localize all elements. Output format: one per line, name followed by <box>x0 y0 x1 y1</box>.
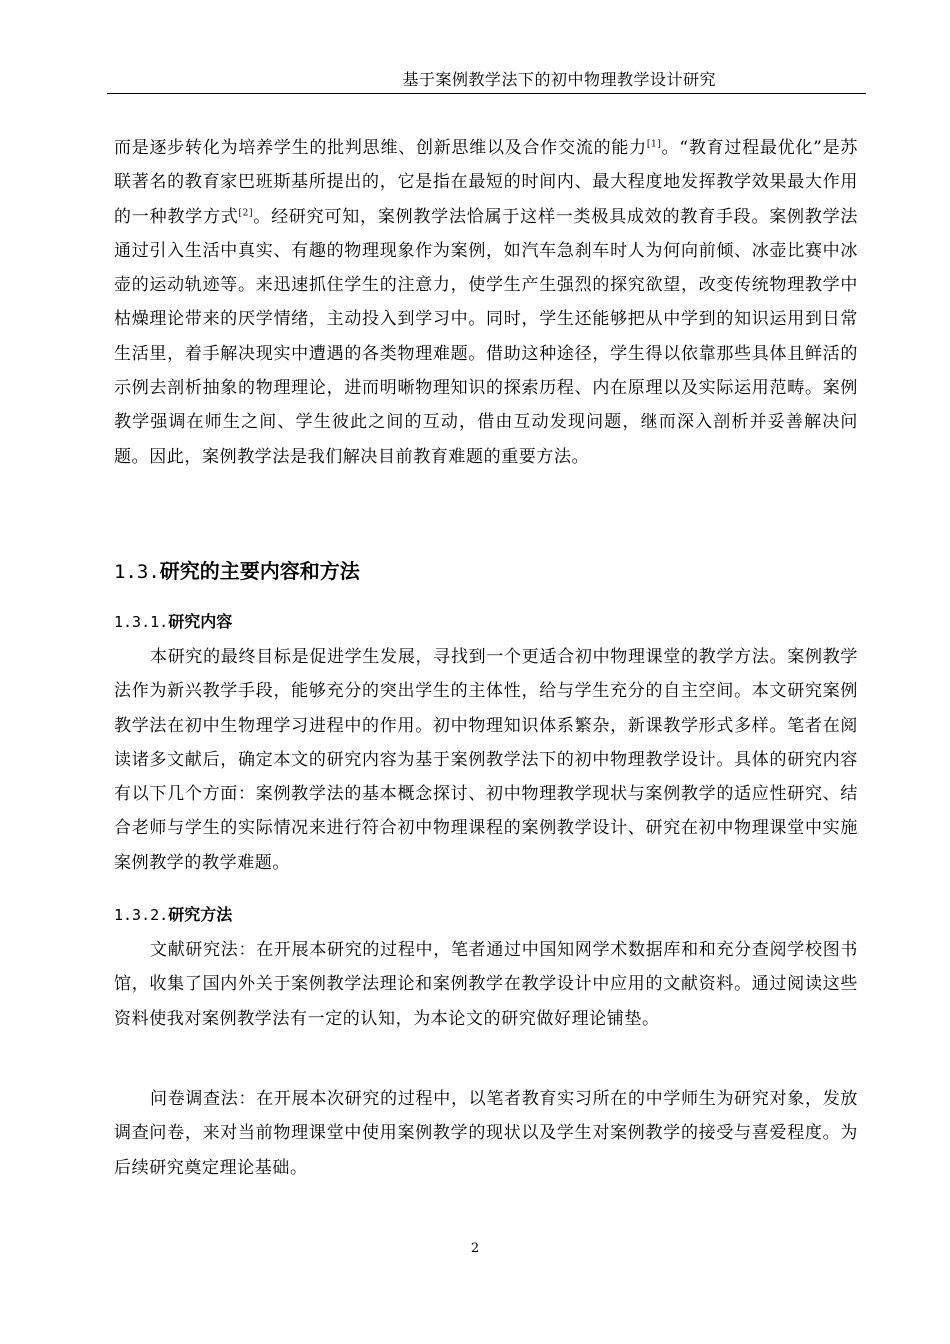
section-heading-1-3 <box>114 556 360 587</box>
literature-method-block <box>114 933 858 1036</box>
subsection-title: 研究方法 <box>168 905 233 924</box>
literature-method-paragraph: 文献研究法：在开展本研究的过程中，笔者通过中国知网学术数据库和和充分查阅学校图书馆，收集了国内外关于案例教学法理论和案例教学在教学设计中应用的文献资料。通过阅读这些资料使我对案例教学法有一定的认知，为本论文的研究做好理论铺垫。 <box>114 940 858 1029</box>
section-number: 1.3. <box>114 561 160 583</box>
subsection-title: 研究内容 <box>168 612 233 631</box>
subsection-number: 1.3.2. <box>114 906 169 924</box>
intro-text-part1: 而是逐步转化为培养学生的批判思维、创新思维以及合作交流的能力 <box>114 138 647 158</box>
citation-ref-1: [1] <box>646 139 662 150</box>
section-title: 研究的主要内容和方法 <box>159 559 360 583</box>
running-header-title: 基于案例教学法下的初中物理教学设计研究 <box>402 70 716 89</box>
intro-text-part2: 。“教育过程最优化”是苏联著名的教育家巴班斯基所提出的，它是指在最短的时间内、最大程度地发挥教学效果最大作用的一种教学方式 <box>114 138 858 227</box>
page-number: 2 <box>470 1241 480 1256</box>
header-divider <box>107 93 866 94</box>
subsection-number: 1.3.1. <box>114 613 169 631</box>
intro-text-part3: 。经研究可知，案例教学法恰属于这样一类极具成效的教育手段。案例教学法通过引入生活中真实、有趣的物理现象作为案例，如汽车急刹车时人为何向前倾、冰壶比赛中冰壶的运动轨迹等。来迅速抓住学生的注意力，使学生产生强烈的探究欲望，改变传统物理教学中枯燥理论带来的厌学情绪，主动投入到学习中。同时，学生还能够把从中学到的知识运用到日常生活里，着手解决现实中遭遇的各类物理难题。借助这种途径，学生得以依靠那些具体且鲜活的示例去剖析抽象的物理理论，进而明晰物理知识的探索历程、内在原理以及实际运用范畴。案例教学强调在师生之间、学生彼此之间的互动，借由互动发现问题，继而深入剖析并妥善解决问题。因此，案例教学法是我们解决目前教育难题的重要方法。 <box>114 206 858 467</box>
survey-method-block <box>114 1082 858 1185</box>
subsection-heading-1-3-1 <box>114 610 232 634</box>
citation-ref-2: [2] <box>238 207 254 218</box>
intro-paragraph-block <box>114 131 858 474</box>
intro-paragraph <box>114 131 858 474</box>
survey-method-paragraph: 问卷调查法：在开展本次研究的过程中，以笔者教育实习所在的中学师生为研究对象，发放调查问卷，来对当前物理课堂中使用案例教学的现状以及学生对案例教学的接受与喜爱程度。为后续研究奠定理论基础。 <box>114 1089 858 1178</box>
subsection-heading-1-3-2 <box>114 903 232 927</box>
research-content-paragraph: 本研究的最终目标是促进学生发展，寻找到一个更适合初中物理课堂的教学方法。案例教学法作为新兴教学手段，能够充分的突出学生的主体性，给与学生充分的自主空间。本文研究案例教学法在初中生物理学习进程中的作用。初中物理知识体系繁杂，新课教学形式多样。笔者在阅读诸多文献后，确定本文的研究内容为基于案例教学法下的初中物理教学设计。具体的研究内容有以下几个方面：案例教学法的基本概念探讨、初中物理教学现状与案例教学的适应性研究、结合老师与学生的实际情况来进行符合初中物理课程的案例教学设计、研究在初中物理课堂中实施案例教学的教学难题。 <box>114 647 858 873</box>
research-content-block <box>114 640 858 880</box>
